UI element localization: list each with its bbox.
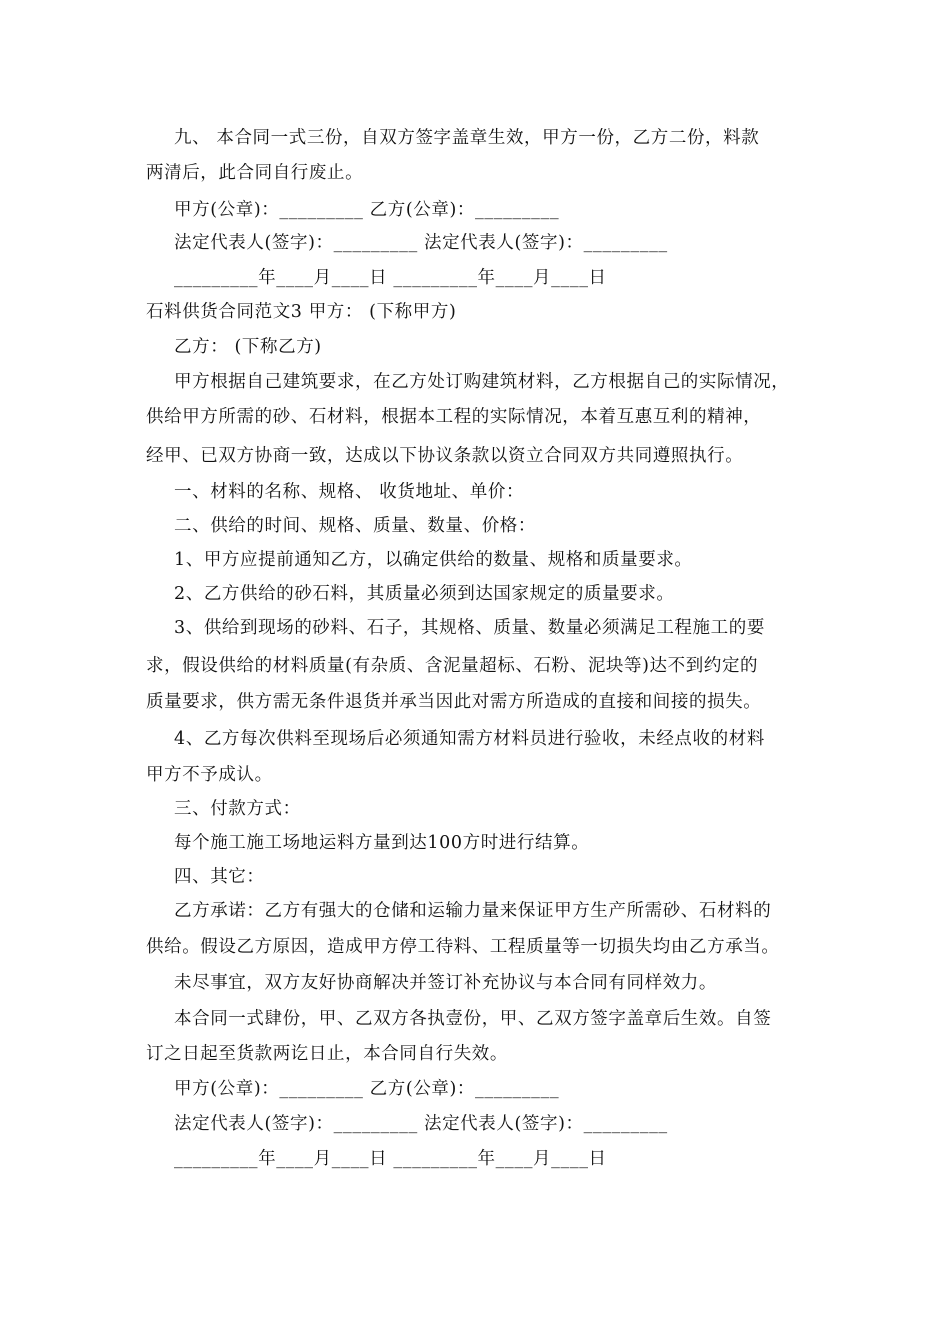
section-one-heading: 一、材料的名称、规格、 收货地址、单价： [174,482,525,502]
representative-signature-line-2: 法定代表人(签字)：_________ 法定代表人(签字)：_________ [174,1114,668,1134]
preamble-line-1: 甲方根据自己建筑要求，在乙方处订购建筑材料，乙方根据自己的实际情况， [174,372,790,392]
preamble-line-2: 供给甲方所需的砂、石材料，根据本工程的实际情况，本着互惠互利的精神， [146,407,762,427]
section-four-heading: 四、其它： [174,867,265,887]
payment-terms-line: 每个施工施工场地运料方量到达100方时进行结算。 [174,833,590,853]
copies-line-1: 本合同一式肆份，甲、乙双方各执壹份，甲、乙双方签字盖章后生效。自签 [174,1009,772,1029]
seal-line: 甲方(公章)：_________ 乙方(公章)：_________ [174,200,560,220]
commitment-line-1: 乙方承诺：乙方有强大的仓储和运输力量来保证甲方生产所需砂、石材料的 [174,901,772,921]
item-3-line-1: 3、供给到现场的砂料、石子，其规格、质量、数量必须满足工程施工的要 [174,618,765,638]
other-matters-line: 未尽事宜，双方友好协商解决并签订补充协议与本合同有同样效力。 [174,973,717,993]
item-2-line: 2、乙方供给的砂石料，其质量必须到达国家规定的质量要求。 [174,584,675,604]
date-line-2: _________年____月____日 _________年____月____日 [174,1149,607,1169]
contract-title-party-a: 石料供货合同范文3 甲方： (下称甲方) [146,302,457,322]
section-three-heading: 三、付款方式： [174,799,301,819]
item-1-line: 1、甲方应提前通知乙方，以确定供给的数量、规格和质量要求。 [174,550,693,570]
item-3-line-2: 求，假设供给的材料质量(有杂质、含泥量超标、石粉、泥块等)达不到约定的 [146,656,759,676]
item-4-line-1: 4、乙方每次供料至现场后必须通知需方材料员进行验收，未经点收的材料 [174,729,765,749]
clause-nine-line-2: 两清后，此合同自行废止。 [146,163,364,183]
representative-signature-line: 法定代表人(签字)：_________ 法定代表人(签字)：_________ [174,233,668,253]
copies-line-2: 订之日起至货款两讫日止，本合同自行失效。 [146,1044,508,1064]
date-line: _________年____月____日 _________年____月____日 [174,268,607,288]
section-two-heading: 二、供给的时间、规格、质量、数量、价格： [174,516,536,536]
clause-nine-line-1: 九、 本合同一式三份，自双方签字盖章生效，甲方一份，乙方二份，料款 [174,128,760,148]
item-3-line-3: 质量要求，供方需无条件退货并承当因此对需方所造成的直接和间接的损失。 [146,692,762,712]
party-b-line: 乙方： (下称乙方) [174,337,322,357]
commitment-line-2: 供给。假设乙方原因，造成甲方停工待料、工程质量等一切损失均由乙方承当。 [146,937,780,957]
seal-line-2: 甲方(公章)：_________ 乙方(公章)：_________ [174,1079,560,1099]
preamble-line-3: 经甲、已双方协商一致，达成以下协议条款以资立合同双方共同遵照执行。 [146,446,744,466]
item-4-line-2: 甲方不予成认。 [146,765,273,785]
